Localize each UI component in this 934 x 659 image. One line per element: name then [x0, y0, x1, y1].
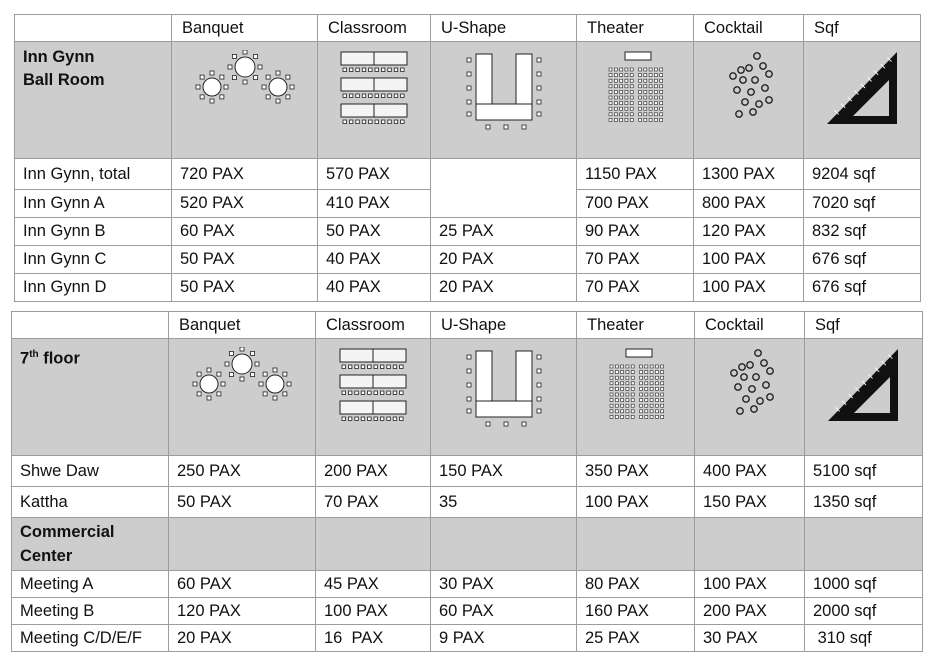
- u-shape-layout-icon: [459, 50, 549, 130]
- room-name: Inn Gynn C: [15, 246, 172, 274]
- theater-value: 1150 PAX: [577, 159, 694, 190]
- header-theater: Theater: [577, 312, 695, 339]
- theater-value: 70 PAX: [577, 246, 694, 274]
- header-theater: Theater: [577, 15, 694, 42]
- u-shape-value: 60 PAX: [431, 598, 577, 625]
- table-row: [12, 571, 923, 598]
- header-u-shape: U-Shape: [431, 312, 577, 339]
- banquet-layout-icon: [195, 50, 295, 110]
- banquet-value: 720 PAX: [172, 159, 318, 190]
- sqf-value: 676 sqf: [804, 274, 921, 302]
- room-name: Inn Gynn D: [15, 274, 172, 302]
- room-name: Kattha: [12, 487, 169, 518]
- room-name: Inn Gynn A: [15, 190, 172, 218]
- header-banquet: Banquet: [172, 15, 318, 42]
- floor-label: floor: [38, 349, 80, 368]
- cocktail-layout-icon: [720, 347, 780, 427]
- classroom-value: 70 PAX: [316, 487, 431, 518]
- theater-value: 160 PAX: [577, 598, 695, 625]
- header-classroom: Classroom: [316, 312, 431, 339]
- u-shape-value: 150 PAX: [431, 456, 577, 487]
- set-square-icon: [825, 50, 900, 128]
- theater-value: 350 PAX: [577, 456, 695, 487]
- floor-capacity-table: [11, 311, 923, 652]
- section-title-line2: Ball Room: [23, 71, 105, 89]
- theater-layout-icon: [606, 347, 666, 427]
- table-row: [12, 487, 923, 518]
- room-name: Shwe Daw: [12, 456, 169, 487]
- table-row: [12, 625, 923, 652]
- banquet-value: 60 PAX: [169, 571, 316, 598]
- room-name: Meeting B: [12, 598, 169, 625]
- cocktail-value: 150 PAX: [695, 487, 805, 518]
- classroom-value: 100 PAX: [316, 598, 431, 625]
- table-row: [15, 159, 921, 190]
- section-title-line1: Commercial: [20, 523, 115, 541]
- sqf-value: 1000 sqf: [805, 571, 923, 598]
- banquet-value: 20 PAX: [169, 625, 316, 652]
- banquet-value: 120 PAX: [169, 598, 316, 625]
- header-sqf: Sqf: [804, 15, 921, 42]
- sqf-value: 676 sqf: [804, 246, 921, 274]
- classroom-value: 40 PAX: [318, 274, 431, 302]
- sqf-value: 9204 sqf: [804, 159, 921, 190]
- u-shape-value: 20 PAX: [431, 246, 577, 274]
- classroom-value: 570 PAX: [318, 159, 431, 190]
- u-shape-value: 35: [431, 487, 577, 518]
- cocktail-value: 100 PAX: [695, 571, 805, 598]
- section-title: [15, 42, 172, 159]
- classroom-value: 40 PAX: [318, 246, 431, 274]
- sqf-value: 2000 sqf: [805, 598, 923, 625]
- u-shape-value: 25 PAX: [431, 218, 577, 246]
- cocktail-value: 100 PAX: [694, 246, 804, 274]
- u-shape-value: 30 PAX: [431, 571, 577, 598]
- theater-value: 90 PAX: [577, 218, 694, 246]
- table-row: [12, 598, 923, 625]
- sqf-value: 832 sqf: [804, 218, 921, 246]
- banquet-value: 50 PAX: [172, 246, 318, 274]
- room-name: Inn Gynn, total: [15, 159, 172, 190]
- classroom-value: 200 PAX: [316, 456, 431, 487]
- cocktail-layout-icon: [719, 50, 779, 130]
- header-cell: [12, 312, 169, 339]
- theater-value: 70 PAX: [577, 274, 694, 302]
- theater-value: 80 PAX: [577, 571, 695, 598]
- u-shape-value: [431, 159, 577, 218]
- section-title: [12, 339, 169, 456]
- table-header-row: [12, 312, 923, 339]
- classroom-value: 50 PAX: [318, 218, 431, 246]
- banquet-value: 50 PAX: [169, 487, 316, 518]
- header-cell: [15, 15, 172, 42]
- banquet-layout-icon: [192, 347, 292, 407]
- table-row: [15, 274, 921, 302]
- layout-icons-row: [15, 42, 921, 159]
- u-shape-value: 9 PAX: [431, 625, 577, 652]
- banquet-value: 60 PAX: [172, 218, 318, 246]
- section-title-line1: Inn Gynn: [23, 48, 95, 66]
- table-row: [12, 456, 923, 487]
- cocktail-value: 400 PAX: [695, 456, 805, 487]
- banquet-value: 520 PAX: [172, 190, 318, 218]
- theater-layout-icon: [605, 50, 665, 130]
- section-header-row: [12, 518, 923, 571]
- floor-suffix: th: [29, 349, 39, 360]
- cocktail-value: 30 PAX: [695, 625, 805, 652]
- u-shape-value: 20 PAX: [431, 274, 577, 302]
- ballroom-capacity-table: [14, 14, 921, 302]
- header-sqf: Sqf: [805, 312, 923, 339]
- table-header-row: [15, 15, 921, 42]
- banquet-value: 250 PAX: [169, 456, 316, 487]
- section-title: [12, 518, 169, 571]
- cocktail-value: 100 PAX: [694, 274, 804, 302]
- table-row: [15, 246, 921, 274]
- cocktail-value: 1300 PAX: [694, 159, 804, 190]
- theater-value: 700 PAX: [577, 190, 694, 218]
- classroom-layout-icon: [338, 347, 408, 427]
- banquet-value: 50 PAX: [172, 274, 318, 302]
- sqf-value: 5100 sqf: [805, 456, 923, 487]
- header-u-shape: U-Shape: [431, 15, 577, 42]
- section-title-line2: Center: [20, 547, 73, 565]
- classroom-value: 16 PAX: [316, 625, 431, 652]
- room-name: Meeting C/D/E/F: [12, 625, 169, 652]
- u-shape-layout-icon: [459, 347, 549, 427]
- theater-value: 25 PAX: [577, 625, 695, 652]
- header-cocktail: Cocktail: [694, 15, 804, 42]
- header-cocktail: Cocktail: [695, 312, 805, 339]
- header-banquet: Banquet: [169, 312, 316, 339]
- floor-number: 7: [20, 349, 30, 368]
- room-name: Meeting A: [12, 571, 169, 598]
- theater-value: 100 PAX: [577, 487, 695, 518]
- table-row: [15, 218, 921, 246]
- layout-icons-row: [12, 339, 923, 456]
- classroom-layout-icon: [339, 50, 409, 130]
- cocktail-value: 200 PAX: [695, 598, 805, 625]
- header-classroom: Classroom: [318, 15, 431, 42]
- sqf-value: 310 sqf: [805, 625, 923, 652]
- room-name: Inn Gynn B: [15, 218, 172, 246]
- cocktail-value: 800 PAX: [694, 190, 804, 218]
- set-square-icon: [826, 347, 901, 425]
- classroom-value: 45 PAX: [316, 571, 431, 598]
- sqf-value: 7020 sqf: [804, 190, 921, 218]
- classroom-value: 410 PAX: [318, 190, 431, 218]
- cocktail-value: 120 PAX: [694, 218, 804, 246]
- sqf-value: 1350 sqf: [805, 487, 923, 518]
